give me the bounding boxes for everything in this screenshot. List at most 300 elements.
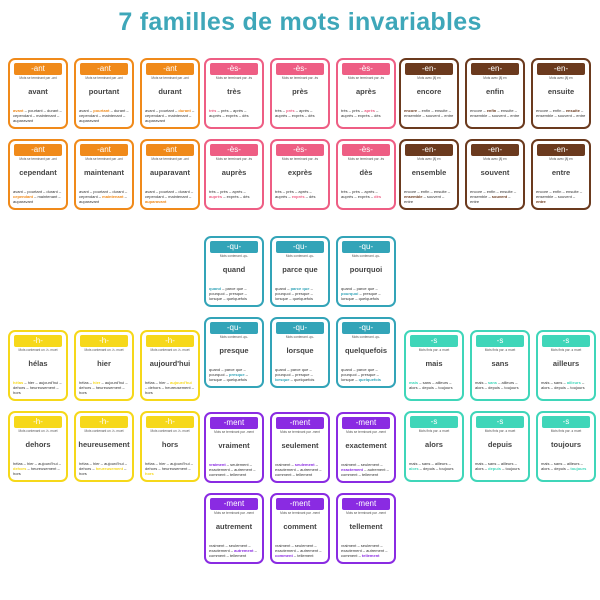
- word-list-item: hier: [27, 380, 35, 385]
- card-subtitle: Mots finis par -s muet: [418, 348, 450, 352]
- word-card[interactable]: [8, 58, 68, 129]
- card-header: -ant: [146, 144, 194, 156]
- separator: –: [359, 189, 365, 194]
- card-subtitle: Mots se terminant par -ant: [151, 157, 189, 161]
- separator: –: [561, 189, 566, 194]
- word-list: [145, 380, 195, 395]
- word-list-item: quelquefois: [358, 377, 382, 382]
- separator: –: [417, 385, 423, 390]
- card-word: depuis: [487, 440, 513, 449]
- separator: –: [58, 108, 62, 113]
- separator: –: [190, 385, 194, 390]
- word-list-item: vraiment: [341, 543, 357, 548]
- word-list-item: auprès: [275, 113, 288, 118]
- word-list-item: près: [352, 108, 360, 113]
- family-s: [404, 330, 596, 483]
- card-word: quelquefois: [344, 346, 388, 355]
- word-list-item: avant: [145, 189, 155, 194]
- word-list-item: presque: [362, 291, 378, 296]
- word-list-item: entre: [470, 199, 480, 204]
- word-card[interactable]: [336, 236, 396, 307]
- word-list-item: parce que: [290, 367, 309, 372]
- word-list-item: durant: [178, 108, 191, 113]
- word-list-item: hélas: [13, 380, 24, 385]
- word-card[interactable]: [270, 317, 330, 388]
- word-list-item: ensuite: [500, 108, 514, 113]
- word-list: [275, 367, 325, 382]
- separator: –: [416, 189, 421, 194]
- word-list-item: ailleurs: [500, 461, 514, 466]
- word-list: [13, 108, 63, 123]
- word-list-item: vraiment: [275, 462, 291, 467]
- separator: –: [313, 543, 317, 548]
- word-list-item: ensemble: [470, 194, 488, 199]
- card-subtitle: Mots avec [ã] en: [483, 157, 507, 161]
- word-list-item: depuis: [423, 466, 435, 471]
- separator: –: [97, 194, 103, 199]
- word-list-item: comment: [275, 553, 293, 558]
- word-list-item: dehors: [79, 466, 92, 471]
- separator: –: [173, 189, 179, 194]
- word-list-item: ensuite: [434, 108, 448, 113]
- card-subtitle: Mots contenant un -h- muet: [18, 429, 58, 433]
- card-subtitle: Mots se terminant par -ant: [85, 76, 123, 80]
- word-card[interactable]: [404, 411, 464, 482]
- word-list-item: auprès: [275, 194, 288, 199]
- word-list: [275, 286, 325, 301]
- card-word: hier: [97, 359, 111, 368]
- word-list-item: enfin: [421, 108, 431, 113]
- separator: –: [354, 296, 359, 301]
- word-card[interactable]: [74, 58, 134, 129]
- word-list: [13, 461, 63, 476]
- separator: –: [42, 108, 48, 113]
- word-card[interactable]: [270, 412, 330, 483]
- word-card[interactable]: [204, 58, 264, 129]
- separator: –: [433, 385, 439, 390]
- word-list-item: auparavant: [13, 118, 34, 123]
- card-header: -ment: [276, 417, 324, 429]
- separator: –: [379, 543, 383, 548]
- card-word: seulement: [281, 441, 319, 450]
- card-word: hélas: [28, 359, 48, 368]
- word-list: [341, 543, 391, 558]
- family-ment: [204, 412, 396, 565]
- word-list-item: hier: [27, 461, 34, 466]
- separator: –: [499, 385, 505, 390]
- word-card[interactable]: [140, 330, 200, 401]
- separator: –: [483, 385, 489, 390]
- word-card[interactable]: [336, 58, 396, 129]
- separator: –: [417, 108, 422, 113]
- word-list-item: après: [233, 108, 244, 113]
- word-list-item: autrement: [367, 467, 386, 472]
- word-list-item: aujourd'hui: [104, 380, 125, 385]
- card-subtitle: Mots se terminant par -ment: [346, 511, 386, 515]
- separator: –: [447, 461, 451, 466]
- card-subtitle: Mots se terminant par -ment: [214, 430, 254, 434]
- word-list-item: vraiment: [209, 543, 225, 548]
- word-card[interactable]: [74, 411, 134, 482]
- word-list-item: exprès: [357, 194, 370, 199]
- separator: –: [123, 189, 128, 194]
- card-subtitle: Mots finis par -s muet: [418, 429, 450, 433]
- card-subtitle: Mots se terminant par -ès: [281, 76, 319, 80]
- card-word: souvent: [480, 168, 510, 177]
- word-list-item: auparavant: [79, 118, 100, 123]
- word-list: [341, 189, 391, 199]
- card-word: toujours: [551, 440, 581, 449]
- word-list-item: vraiment: [341, 462, 357, 467]
- separator: –: [91, 385, 96, 390]
- separator: –: [548, 108, 553, 113]
- separator: –: [97, 113, 103, 118]
- card-header: -ment: [210, 417, 258, 429]
- word-list-item: maintenant: [168, 194, 188, 199]
- word-list-item: hélas: [13, 461, 23, 466]
- card-subtitle: Mots se terminant par -ant: [19, 76, 57, 80]
- separator: –: [107, 189, 113, 194]
- word-list-item: hier: [93, 380, 101, 385]
- word-card[interactable]: [399, 58, 459, 129]
- word-list-item: dès: [243, 194, 250, 199]
- card-word: durant: [158, 87, 182, 96]
- word-list-item: quelquefois: [358, 296, 380, 301]
- word-list-item: très: [341, 108, 348, 113]
- word-list-item: parce que: [356, 367, 375, 372]
- separator: –: [447, 108, 451, 113]
- word-card[interactable]: [8, 139, 68, 210]
- separator: –: [318, 548, 322, 553]
- separator: –: [361, 548, 367, 553]
- separator: –: [41, 189, 47, 194]
- word-list-item: autrement: [234, 548, 254, 553]
- card-word: presque: [219, 346, 249, 355]
- card-header: -h-: [14, 335, 62, 347]
- separator: –: [352, 367, 357, 372]
- card-header: -ant: [80, 63, 128, 75]
- word-list-item: très: [209, 108, 217, 113]
- separator: –: [248, 462, 252, 467]
- word-list-item: durant: [178, 189, 190, 194]
- card-subtitle: Mots contenant un -h- muet: [18, 348, 58, 352]
- word-card[interactable]: [8, 330, 68, 401]
- word-list-item: dehors: [148, 385, 161, 390]
- card-header: -s: [410, 416, 458, 428]
- separator: –: [163, 113, 169, 118]
- word-list-item: près: [286, 108, 295, 113]
- word-list-item: ailleurs: [566, 461, 580, 466]
- word-list: [536, 189, 586, 204]
- word-list: [341, 367, 391, 382]
- card-word: enfin: [486, 87, 504, 96]
- word-card[interactable]: [74, 330, 134, 401]
- word-card[interactable]: [531, 139, 591, 210]
- word-list-item: quelquefois: [226, 296, 248, 301]
- word-list-item: alors: [475, 466, 484, 471]
- separator: –: [308, 367, 312, 372]
- separator: –: [579, 461, 583, 466]
- word-list-item: heureusement: [161, 466, 188, 471]
- word-card[interactable]: [470, 411, 530, 482]
- card-header: -ès-: [210, 144, 258, 156]
- word-card[interactable]: [204, 493, 264, 564]
- word-list-item: dès: [242, 113, 249, 118]
- word-list: [13, 380, 63, 395]
- card-header: -ment: [342, 498, 390, 510]
- word-list-item: hélas: [145, 461, 155, 466]
- word-card[interactable]: [336, 493, 396, 564]
- word-list-item: heureusement: [30, 466, 57, 471]
- word-list: [145, 189, 195, 204]
- word-list-item: toujours: [570, 385, 585, 390]
- separator: –: [439, 113, 445, 118]
- separator: –: [247, 543, 251, 548]
- separator: –: [357, 472, 362, 477]
- word-card[interactable]: [399, 139, 459, 210]
- separator: –: [290, 372, 296, 377]
- separator: –: [55, 385, 59, 390]
- word-list-item: parce que: [356, 286, 375, 291]
- word-list-item: auparavant: [145, 199, 167, 204]
- word-list-item: presque: [295, 291, 310, 296]
- word-list-item: pourquoi: [275, 291, 291, 296]
- card-word: cependant: [19, 168, 57, 177]
- word-list-item: vraiment: [209, 462, 226, 467]
- word-card[interactable]: [465, 58, 525, 129]
- word-list-item: sans: [553, 380, 563, 385]
- word-card[interactable]: [8, 411, 68, 482]
- word-card[interactable]: [531, 58, 591, 129]
- word-card[interactable]: [270, 236, 330, 307]
- separator: –: [548, 189, 553, 194]
- word-list-item: comment: [341, 553, 358, 558]
- word-card[interactable]: [140, 411, 200, 482]
- card-subtitle: Mots avec [ã] en: [549, 76, 573, 80]
- separator: –: [482, 189, 487, 194]
- word-card[interactable]: [336, 317, 396, 388]
- separator: –: [553, 113, 558, 118]
- separator: –: [88, 380, 94, 385]
- separator: –: [579, 108, 584, 113]
- word-list-item: souvent: [425, 113, 440, 118]
- word-card[interactable]: [74, 139, 134, 210]
- separator: –: [448, 380, 452, 385]
- card-subtitle: Mots se terminant par -ment: [214, 511, 254, 515]
- separator: –: [123, 461, 127, 466]
- separator: –: [483, 380, 488, 385]
- word-card[interactable]: [204, 317, 264, 388]
- separator: –: [314, 462, 318, 467]
- separator: –: [25, 385, 30, 390]
- word-list-item: heureusement: [95, 385, 122, 390]
- word-list-item: lorsque: [275, 377, 290, 382]
- card-header: -s: [542, 416, 590, 428]
- word-list-item: avant: [79, 108, 89, 113]
- separator: –: [483, 461, 488, 466]
- word-card[interactable]: [536, 330, 596, 401]
- separator: –: [356, 462, 361, 467]
- word-card[interactable]: [270, 493, 330, 564]
- separator: –: [347, 189, 353, 194]
- word-card[interactable]: [204, 412, 264, 483]
- card-header: -ant: [14, 144, 62, 156]
- separator: –: [23, 108, 28, 113]
- word-list-item: ailleurs: [501, 380, 515, 385]
- separator: –: [290, 291, 296, 296]
- word-list-item: autrement: [300, 467, 319, 472]
- separator: –: [57, 194, 61, 199]
- word-list-item: après: [299, 108, 310, 113]
- word-list-item: alors: [541, 466, 550, 471]
- word-list-item: aujourd'hui: [170, 461, 190, 466]
- word-list-item: durant: [113, 108, 126, 113]
- card-header: -s: [476, 416, 524, 428]
- card-header: -h-: [146, 335, 194, 347]
- word-list-item: hors: [145, 390, 153, 395]
- separator: –: [294, 108, 300, 113]
- word-list-item: pourtant: [159, 108, 174, 113]
- word-card[interactable]: [404, 330, 464, 401]
- card-header: -ès-: [210, 63, 258, 75]
- separator: –: [22, 189, 28, 194]
- separator: –: [242, 189, 246, 194]
- word-list-item: souvent: [426, 194, 441, 199]
- word-list-item: pourtant: [93, 189, 108, 194]
- separator: –: [187, 466, 191, 471]
- card-word: ensuite: [547, 87, 575, 96]
- separator: –: [318, 467, 322, 472]
- card-word: hors: [161, 440, 179, 449]
- card-subtitle: Mots avec [ã] en: [549, 157, 573, 161]
- word-list-item: aujourd'hui: [38, 380, 59, 385]
- word-list-item: quelquefois: [226, 377, 248, 382]
- word-list: [409, 380, 459, 390]
- separator: –: [288, 296, 293, 301]
- word-list-item: seulement: [294, 543, 314, 548]
- word-list-item: quand: [341, 286, 353, 291]
- separator: –: [417, 461, 422, 466]
- word-card[interactable]: [465, 139, 525, 210]
- word-card[interactable]: [204, 236, 264, 307]
- separator: –: [357, 553, 362, 558]
- separator: –: [496, 461, 501, 466]
- word-list: [475, 380, 525, 390]
- card-subtitle: Mots contenant -qu-: [351, 335, 381, 339]
- word-list-item: exprès: [291, 194, 305, 199]
- word-card[interactable]: [336, 139, 396, 210]
- separator: –: [549, 461, 554, 466]
- card-word: autrement: [215, 522, 253, 531]
- separator: –: [123, 466, 127, 471]
- separator: –: [154, 108, 160, 113]
- word-list: [209, 543, 259, 558]
- separator: –: [224, 291, 230, 296]
- page-title: 7 familles de mots invariables: [118, 8, 482, 36]
- word-card[interactable]: [140, 139, 200, 210]
- word-list-item: maintenant: [102, 113, 122, 118]
- word-card[interactable]: [270, 58, 330, 129]
- word-list-item: dès: [374, 194, 382, 199]
- card-header: -qu-: [210, 241, 258, 253]
- word-list: [541, 461, 591, 471]
- word-list-item: encore: [470, 108, 483, 113]
- word-list-item: encore: [404, 108, 418, 113]
- separator: –: [225, 462, 231, 467]
- word-list-item: ailleurs: [435, 380, 449, 385]
- word-list: [79, 461, 129, 476]
- separator: –: [99, 461, 105, 466]
- card-header: -s: [410, 335, 458, 347]
- separator: –: [580, 380, 585, 385]
- card-word: dès: [359, 168, 373, 177]
- family-h: [8, 330, 200, 483]
- word-card[interactable]: [536, 411, 596, 482]
- word-list-item: ailleurs: [566, 380, 581, 385]
- separator: –: [293, 189, 299, 194]
- card-header: -en-: [537, 144, 585, 156]
- word-list-item: cependant: [145, 113, 164, 118]
- word-list-item: auparavant: [79, 199, 100, 204]
- word-list-item: depuis: [488, 385, 500, 390]
- word-card[interactable]: [470, 330, 530, 401]
- card-subtitle: Mots finis par -s muet: [550, 348, 582, 352]
- word-list-item: pourquoi: [341, 291, 359, 296]
- card-word: lorsque: [286, 346, 314, 355]
- separator: –: [304, 194, 310, 199]
- separator: –: [512, 189, 517, 194]
- card-header: -ment: [210, 498, 258, 510]
- word-card[interactable]: [270, 139, 330, 210]
- word-list-item: hors: [13, 471, 21, 476]
- word-list-item: autrement: [234, 467, 253, 472]
- word-list-item: exprès: [226, 194, 239, 199]
- word-list-item: ensuite: [499, 189, 513, 194]
- separator: –: [303, 113, 309, 118]
- separator: –: [429, 189, 434, 194]
- word-list-item: exprès: [225, 113, 238, 118]
- word-list-item: hélas: [145, 380, 155, 385]
- separator: –: [513, 108, 517, 113]
- separator: –: [440, 194, 445, 199]
- word-list-item: ensemble: [404, 194, 423, 199]
- word-list: [541, 380, 591, 390]
- separator: –: [356, 372, 362, 377]
- word-list-item: cependant: [13, 113, 32, 118]
- card-header: -en-: [471, 63, 519, 75]
- word-list-item: près: [220, 189, 228, 194]
- separator: –: [562, 461, 567, 466]
- word-list-item: pourquoi: [341, 372, 357, 377]
- word-card[interactable]: [336, 412, 396, 483]
- separator: –: [549, 380, 554, 385]
- separator: –: [222, 194, 227, 199]
- word-card[interactable]: [204, 139, 264, 210]
- card-word: alors: [425, 440, 443, 449]
- card-subtitle: Mots contenant un -h- muet: [150, 348, 190, 352]
- word-list-item: auparavant: [13, 199, 34, 204]
- word-list: [275, 108, 325, 118]
- word-list-item: entre: [444, 113, 454, 118]
- separator: –: [34, 380, 39, 385]
- separator: –: [565, 466, 571, 471]
- word-card[interactable]: [140, 58, 200, 129]
- separator: –: [281, 108, 287, 113]
- word-list-item: ensemble: [536, 113, 554, 118]
- card-word: après: [355, 87, 376, 96]
- word-list-item: hors: [13, 390, 21, 395]
- separator: –: [243, 108, 247, 113]
